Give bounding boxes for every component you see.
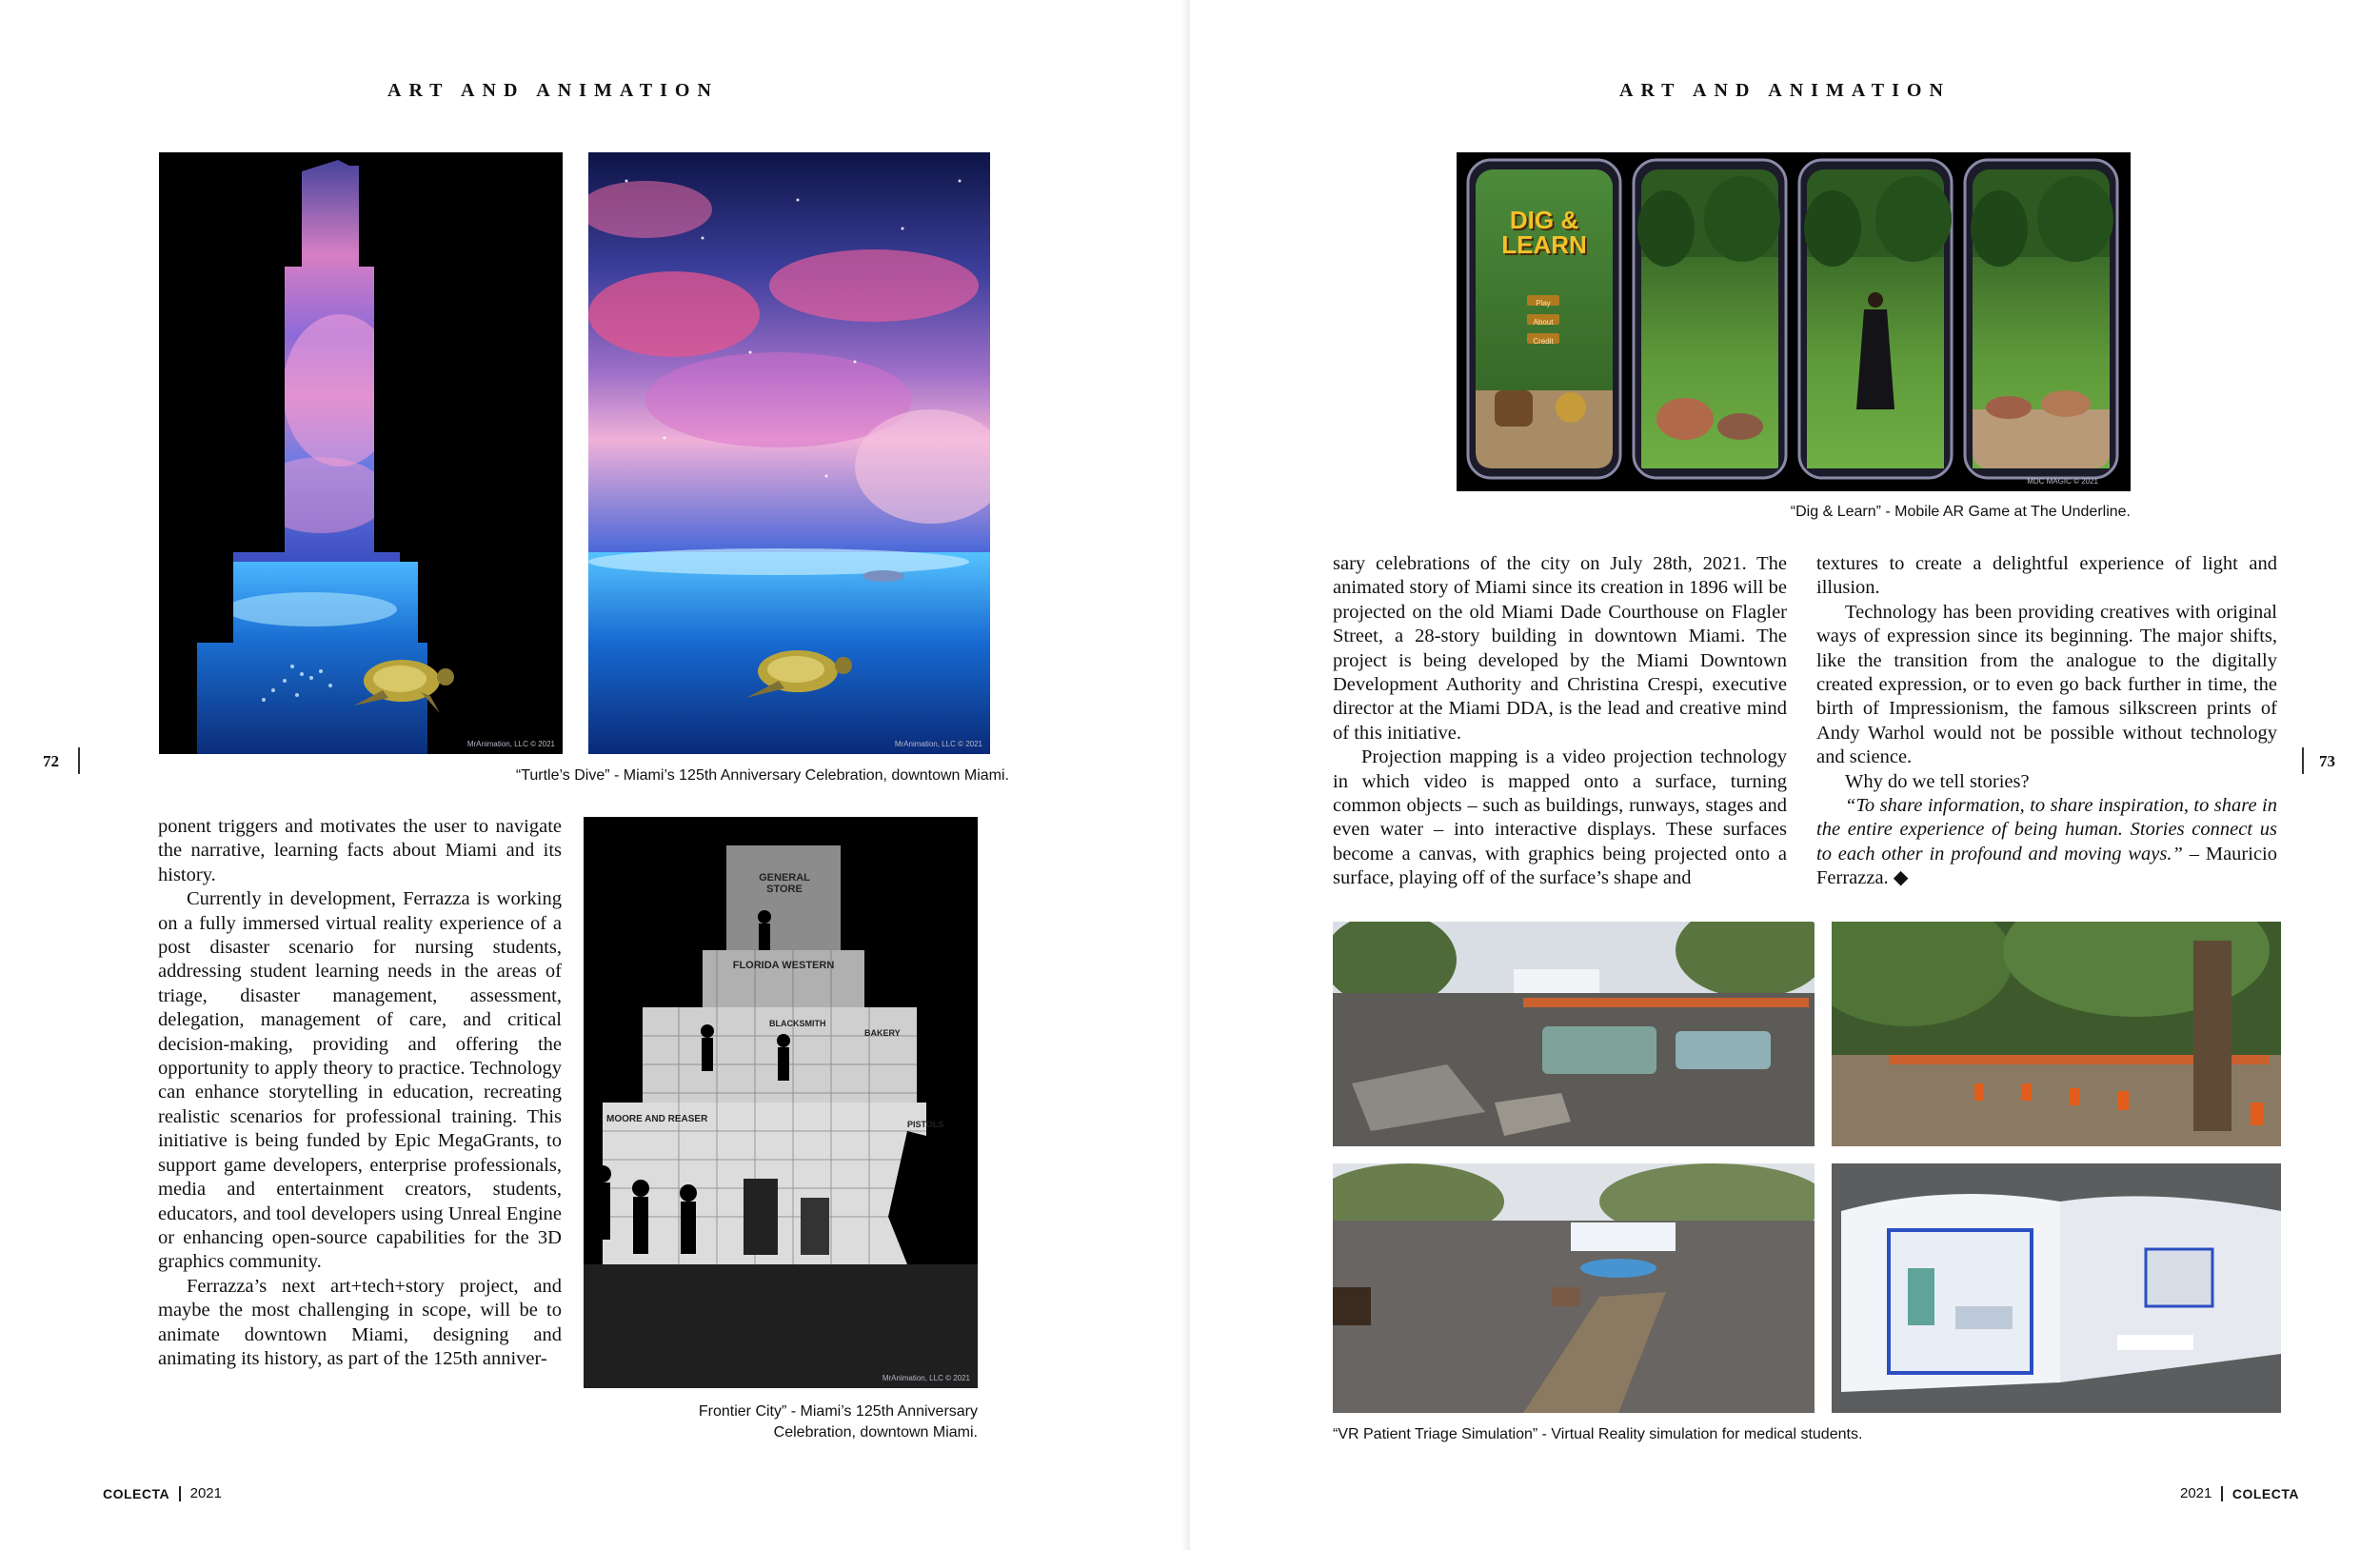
- menu-item-about: About: [1533, 318, 1554, 327]
- dig-learn-caption: “Dig & Learn” - Mobile AR Game at The Underline.: [1790, 504, 2131, 520]
- photo-credit: MrAnimation, LLC © 2021: [894, 740, 982, 748]
- vr-triage-forest-image: [1832, 922, 2281, 1146]
- logo-line: LEARN: [1501, 230, 1587, 259]
- blacksmith-sign: BLACKSMITH: [769, 1019, 826, 1028]
- magazine-brand: COLECTA: [103, 1485, 170, 1501]
- issue-year: 2021: [189, 1485, 222, 1501]
- turtles-dive-caption: “Turtle’s Dive” - Miami’s 125th Anniversary Celebration, downtown Miami.: [515, 767, 1009, 784]
- florida-western-sign: FLORIDA WESTERN: [732, 960, 835, 971]
- body-paragraph: textures to create a delightful experience of light and illusion.: [1816, 553, 2277, 599]
- general-store-sign: GENERAL STORE: [759, 872, 810, 895]
- menu-item-credit: Credit: [1533, 337, 1554, 346]
- body-paragraph: Technology has been providing creatives with original ways of expression since its beginning. The major shifts, like the transition from the analogue to the digitally created expression, or to even go back further in time, the birth of Impressionism, the famous silkscreen prints of Andy Warhol would not be possible without technology and science.: [1816, 601, 2277, 768]
- vr-triage-tent-interior-image: [1832, 1163, 2281, 1413]
- page-number-left: 72: [43, 752, 59, 770]
- page-number-divider: [78, 747, 80, 774]
- footer-divider: [2221, 1486, 2223, 1501]
- turtles-dive-sky-image: [588, 152, 990, 754]
- right-page: [1190, 0, 2380, 1550]
- vr-triage-caption: “VR Patient Triage Simulation” - Virtual Reality simulation for medical students.: [1333, 1426, 1863, 1442]
- menu-item-play: Play: [1536, 299, 1551, 308]
- footer-left: [103, 1485, 222, 1501]
- right-body-column-2: [1816, 552, 2277, 891]
- body-paragraph: Projection mapping is a video projection technology in which video is mapped onto a surface, turning common objects – such as buildings, runways, stages and even water – into interactive displays. These surfaces become a canvas, with graphics being projected onto a surface, playing off of the surface’s shape and: [1333, 746, 1787, 889]
- bakery-sign: BAKERY: [864, 1028, 901, 1038]
- page-number-divider: [2302, 747, 2304, 774]
- photo-credit: MrAnimation, LLC © 2021: [882, 1374, 970, 1382]
- issue-year: 2021: [2180, 1485, 2212, 1501]
- frontier-city-caption: [584, 1401, 978, 1443]
- body-paragraph: ponent triggers and motivates the user to navigate the narrative, learning facts about Miami and its history.: [158, 816, 562, 885]
- footer-divider: [179, 1486, 181, 1501]
- body-paragraph: Ferrazza’s next art+tech+story project, and maybe the most challenging in scope, will be to animate downtown Miami, designing and animating its history, as part of the 125th anniver-: [158, 1275, 562, 1369]
- caption-line: Frontier City” - Miami’s 125th Anniversary: [698, 1403, 978, 1420]
- frontier-city-image: [584, 817, 978, 1388]
- running-head-right: ART AND ANIMATION: [1619, 80, 1951, 101]
- closing-quote: “To share information, to share inspiration, to share in the entire experience of being human. Stories connect us to each other in profound and moving ways.”: [1816, 795, 2277, 864]
- vr-triage-tent-area-image: [1333, 1163, 1815, 1413]
- body-paragraph: Currently in development, Ferrazza is working on a fully immersed virtual reality experience of a post disaster scenario for nursing students, addressing student learning needs in the areas of triage, disaster management, assessment, delegation, management of care, and critical decision-making, providing and offering the opportunity to apply theory to practice. Technology can enhance storytelling in education, recreating realistic scenarios for professional training. This initiative is being funded by Epic MegaGrants, to support game developers, enterprise professionals, media and entertainment creators, students, educators, and tool developers using Unreal Engine or enhancing open-source capabilities for the 3D graphics community.: [158, 888, 562, 1273]
- dig-learn-image: [1457, 152, 2131, 491]
- left-body-column: [158, 815, 562, 1371]
- vr-triage-parking-lot-image: [1333, 922, 1815, 1146]
- caption-line: Celebration, downtown Miami.: [773, 1424, 978, 1441]
- right-body-column-1: [1333, 552, 1787, 891]
- page-number-right: 73: [2319, 752, 2335, 770]
- body-paragraph: sary celebrations of the city on July 28th, 2021. The animated story of Miami since its creation in 1896 will be projected on the old Miami Dade Courthouse on Flagler Street, a 28-story building in downtown Miami. The project is being developed by the Miami Downtown Development Authority and Christina Crespi, executive director at the Miami DDA, is the lead and creative mind of this initiative.: [1333, 553, 1787, 744]
- turtles-dive-tower-image: [159, 152, 563, 754]
- dig-learn-menu: [1527, 294, 1559, 351]
- footer-right: [2180, 1485, 2299, 1501]
- photo-credit: MrAnimation, LLC © 2021: [466, 740, 555, 748]
- photo-credit: MDC MAGIC © 2021: [2027, 477, 2098, 486]
- logo-line: DIG &: [1509, 206, 1579, 234]
- quote-attribution: – Mauricio Ferrazza. ◆: [1816, 843, 2277, 889]
- running-head-left: ART AND ANIMATION: [387, 80, 719, 101]
- pistols-sign: PISTOLS: [907, 1120, 944, 1129]
- body-paragraph: Why do we tell stories?: [1845, 770, 2030, 792]
- magazine-brand: COLECTA: [2231, 1485, 2299, 1501]
- moore-and-reaser-sign: MOORE AND REASER: [606, 1114, 708, 1124]
- dig-learn-logo: [1485, 208, 1603, 257]
